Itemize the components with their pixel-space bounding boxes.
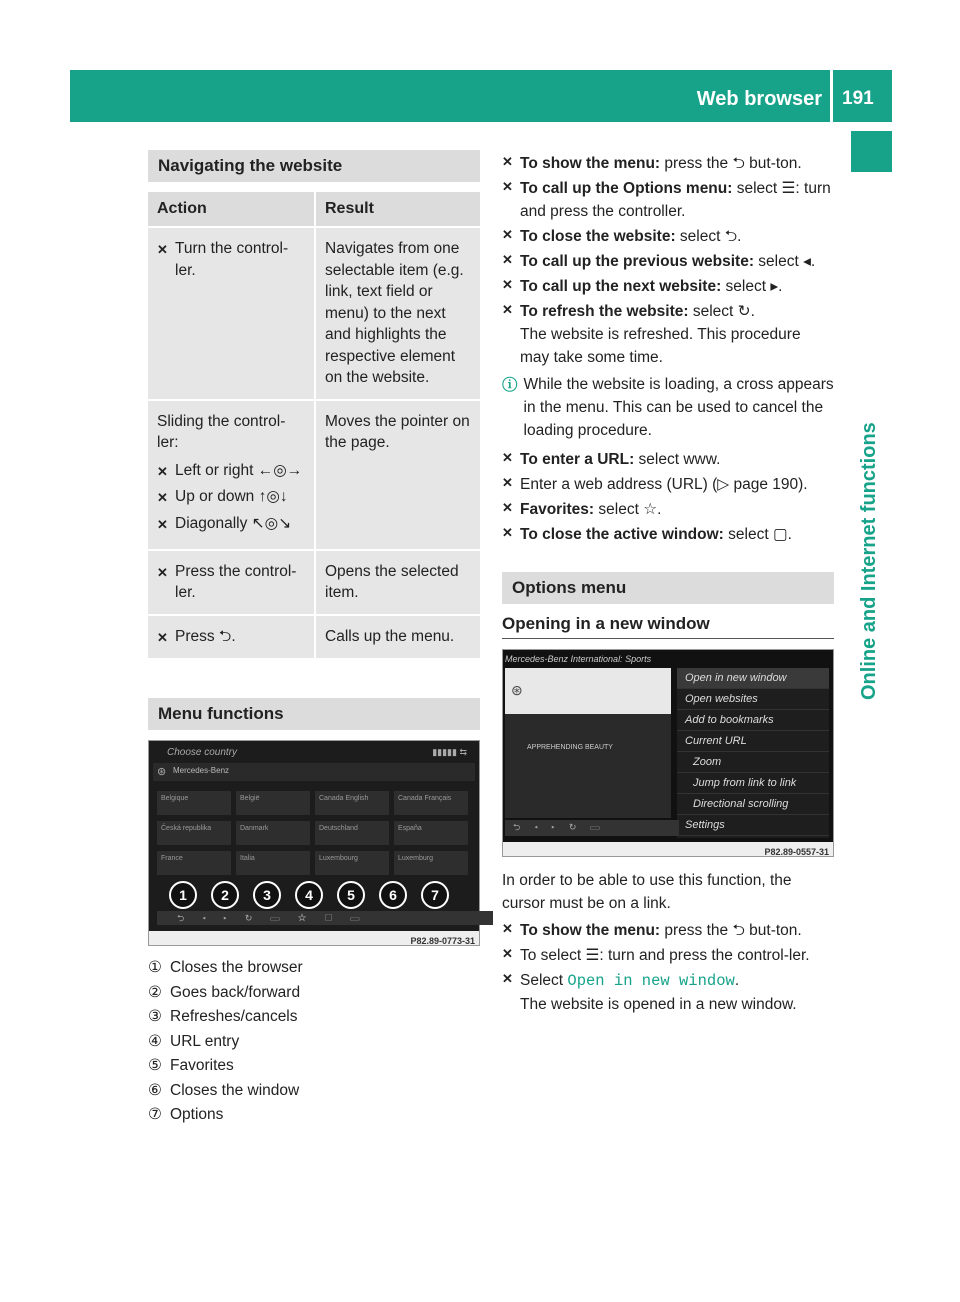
list-item: ✕ To enter a URL: select www. bbox=[502, 448, 834, 471]
options-menu-item: Current URL bbox=[677, 731, 829, 752]
table-row bbox=[148, 228, 480, 401]
screenshot-footer bbox=[149, 931, 479, 945]
arrow-bullet-icon: ✕ bbox=[502, 450, 513, 465]
promo-text: APPREHENDING BEAUTY bbox=[527, 744, 613, 751]
list-item: ✕ To call up the next website: select ▸. bbox=[502, 275, 834, 298]
country-tile: Luxemburg bbox=[394, 851, 468, 875]
country-grid bbox=[157, 791, 473, 891]
options-menu-item: Settings bbox=[677, 815, 829, 836]
browser-screenshot bbox=[148, 740, 480, 946]
list-item: ✕ Favorites: select ☆. bbox=[502, 498, 834, 521]
country-tile: Česká republika bbox=[157, 821, 231, 845]
nav-section-title: Navigating the website bbox=[148, 150, 480, 182]
options-menu bbox=[677, 668, 829, 838]
table-row bbox=[148, 401, 480, 551]
table-row bbox=[148, 616, 480, 661]
country-tile: France bbox=[157, 851, 231, 875]
list-item: ⑦ Options bbox=[148, 1106, 224, 1123]
right-column bbox=[502, 152, 834, 1018]
arrow-bullet-icon: ✕ bbox=[502, 277, 513, 292]
menu-item-ref: Open in new window bbox=[567, 972, 735, 990]
screenshot-top-label: Choose country bbox=[167, 747, 238, 758]
country-tile: Italia bbox=[236, 851, 310, 875]
page-number: 191 bbox=[842, 88, 874, 109]
legend-list bbox=[148, 956, 480, 1128]
action-text: Press the control-ler. bbox=[175, 562, 297, 601]
callout-marker: 1 bbox=[169, 881, 197, 909]
list-item: ✕ Select Open in new window. The website is opened in a new window. bbox=[502, 969, 834, 1016]
arrow-bullet-icon: ✕ bbox=[502, 179, 513, 194]
menu-section-title: Menu functions bbox=[148, 698, 480, 730]
arrow-bullet-icon: ✕ bbox=[502, 946, 513, 961]
arrow-bullet-icon: ✕ bbox=[157, 490, 168, 505]
arrow-bullet-icon: ✕ bbox=[157, 242, 168, 257]
screenshot-footer bbox=[503, 842, 833, 856]
list-item: ✕ To call up the previous website: select ◂. bbox=[502, 250, 834, 273]
arrow-bullet-icon: ✕ bbox=[157, 463, 168, 479]
list-item: ✕ To show the menu: press the ⮌ but-ton. bbox=[502, 919, 834, 942]
screenshot-code: P82.89-0773-31 bbox=[410, 936, 475, 946]
country-tile: Canada English bbox=[315, 791, 389, 815]
list-item: ② Goes back/forward bbox=[148, 983, 301, 1001]
list-item: ✕ To show the menu: press the ⮌ but-ton. bbox=[502, 152, 834, 175]
paragraph: In order to be able to use this function, the cursor must be on a link. bbox=[502, 872, 792, 912]
country-tile: Danmark bbox=[236, 821, 310, 845]
webpage-preview bbox=[505, 668, 671, 818]
action-text: Diagonally ↖◎↘ bbox=[175, 514, 292, 532]
callout-marker: 3 bbox=[253, 881, 281, 909]
arrow-bullet-icon: ✕ bbox=[157, 564, 168, 580]
country-tile: Luxembourg bbox=[315, 851, 389, 875]
arrow-bullet-icon: ✕ bbox=[502, 227, 513, 242]
arrow-bullet-icon: ✕ bbox=[502, 475, 513, 490]
col-action-header: Action bbox=[148, 192, 316, 228]
options-menu-item: Zoom bbox=[677, 752, 829, 773]
action-text: Turn the control-ler. bbox=[175, 240, 289, 279]
arrow-bullet-icon: ✕ bbox=[502, 500, 513, 515]
list-item: ③ Refreshes/cancels bbox=[148, 1008, 298, 1025]
country-tile: Deutschland bbox=[315, 821, 389, 845]
options-menu-item: Directional scrolling bbox=[677, 794, 829, 815]
list-item: ✕ To close the website: select ⮌. bbox=[502, 225, 834, 248]
list-item: ✕ To select ☰: turn and press the control-ler. bbox=[502, 944, 834, 967]
list-item: ✕ Enter a web address (URL) (▷ page 190). bbox=[502, 473, 834, 496]
action-text: Up or down ↑◎↓ bbox=[175, 488, 288, 505]
country-tile: Belgique bbox=[157, 791, 231, 815]
list-item: ✕ To call up the Options menu: select ☰: turn and press the controller. bbox=[502, 177, 834, 223]
col-result-header: Result bbox=[316, 192, 480, 228]
site-logo-icon: ⊛ bbox=[511, 682, 523, 698]
callout-marker: 5 bbox=[337, 881, 365, 909]
options-section-title: Options menu bbox=[502, 572, 834, 604]
result-text: The website is opened in a new window. bbox=[520, 996, 797, 1013]
screenshot-toolbar: ⮌◂▸↻▭ bbox=[505, 820, 679, 836]
country-tile: België bbox=[236, 791, 310, 815]
arrow-bullet-icon: ✕ bbox=[157, 516, 168, 532]
left-column bbox=[148, 150, 480, 1128]
screenshot-site-name: Mercedes-Benz bbox=[173, 766, 230, 775]
result-text: Navigates from one selectable item (e.g. link, text field or menu) to the next and highlights the respective element on the website. bbox=[316, 228, 480, 401]
list-item: ✕ To refresh the website: select ↻. The website is refreshed. This procedure may take some time. bbox=[502, 300, 834, 369]
site-logo-icon: ⊛ bbox=[157, 766, 167, 778]
arrow-bullet-icon: ✕ bbox=[157, 629, 168, 645]
info-icon: ⓘ bbox=[502, 377, 518, 394]
options-screenshot bbox=[502, 649, 834, 857]
list-item: ✕ To close the active window: select ▢. bbox=[502, 523, 834, 546]
action-text: Press ⮌. bbox=[175, 627, 236, 645]
callout-marker: 4 bbox=[295, 881, 323, 909]
options-menu-item: Open websites bbox=[677, 689, 829, 710]
info-text: While the website is loading, a cross appears in the menu. This can be used to cancel the loading procedure. bbox=[523, 376, 834, 439]
side-tab-marker bbox=[851, 131, 892, 172]
arrow-bullet-icon: ✕ bbox=[502, 252, 513, 267]
options-menu-item: Open in new window bbox=[677, 668, 829, 689]
action-text: Left or right ←◎→ bbox=[175, 461, 303, 479]
table-row bbox=[148, 551, 480, 616]
section-title: Web browser bbox=[696, 88, 822, 110]
screenshot-url-bar bbox=[153, 763, 475, 781]
options-menu-item: Add to bookmarks bbox=[677, 710, 829, 731]
promo-panel bbox=[505, 714, 671, 818]
list-item: ⑥ Closes the window bbox=[148, 1081, 300, 1099]
arrow-bullet-icon: ✕ bbox=[502, 525, 513, 540]
result-text: Opens the selected item. bbox=[316, 551, 480, 616]
list-item: ⑤ Favorites bbox=[148, 1057, 234, 1074]
action-lead: Sliding the control-ler: bbox=[157, 412, 286, 451]
callout-row bbox=[169, 881, 465, 911]
country-tile: Canada Français bbox=[394, 791, 468, 815]
nav-table bbox=[148, 192, 480, 660]
screenshot-top-label: Mercedes-Benz International: Sports bbox=[505, 654, 652, 664]
arrow-bullet-icon: ✕ bbox=[502, 921, 513, 936]
result-text: Calls up the menu. bbox=[316, 616, 480, 661]
info-note bbox=[502, 373, 834, 442]
arrow-bullet-icon: ✕ bbox=[502, 971, 513, 986]
country-tile: España bbox=[394, 821, 468, 845]
list-item: ④ URL entry bbox=[148, 1032, 240, 1050]
header-divider bbox=[830, 70, 833, 122]
result-text: Moves the pointer on the page. bbox=[316, 401, 480, 551]
list-item: ① Closes the browser bbox=[148, 959, 303, 976]
callout-marker: 6 bbox=[379, 881, 407, 909]
screenshot-toolbar: ⮌◂▸↻▭☆▢▭ bbox=[157, 911, 493, 925]
callout-marker: 2 bbox=[211, 881, 239, 909]
screenshot-code: P82.89-0557-31 bbox=[764, 847, 829, 857]
side-tab-label: Online and Internet functions bbox=[858, 422, 880, 700]
subsection-title: Opening in a new window bbox=[502, 614, 834, 639]
screenshot-signal-icon: ▮▮▮▮▮ ⇆ bbox=[432, 747, 467, 757]
options-menu-item: Jump from link to link bbox=[677, 773, 829, 794]
callout-marker: 7 bbox=[421, 881, 449, 909]
arrow-bullet-icon: ✕ bbox=[502, 302, 513, 317]
arrow-bullet-icon: ✕ bbox=[502, 154, 513, 169]
